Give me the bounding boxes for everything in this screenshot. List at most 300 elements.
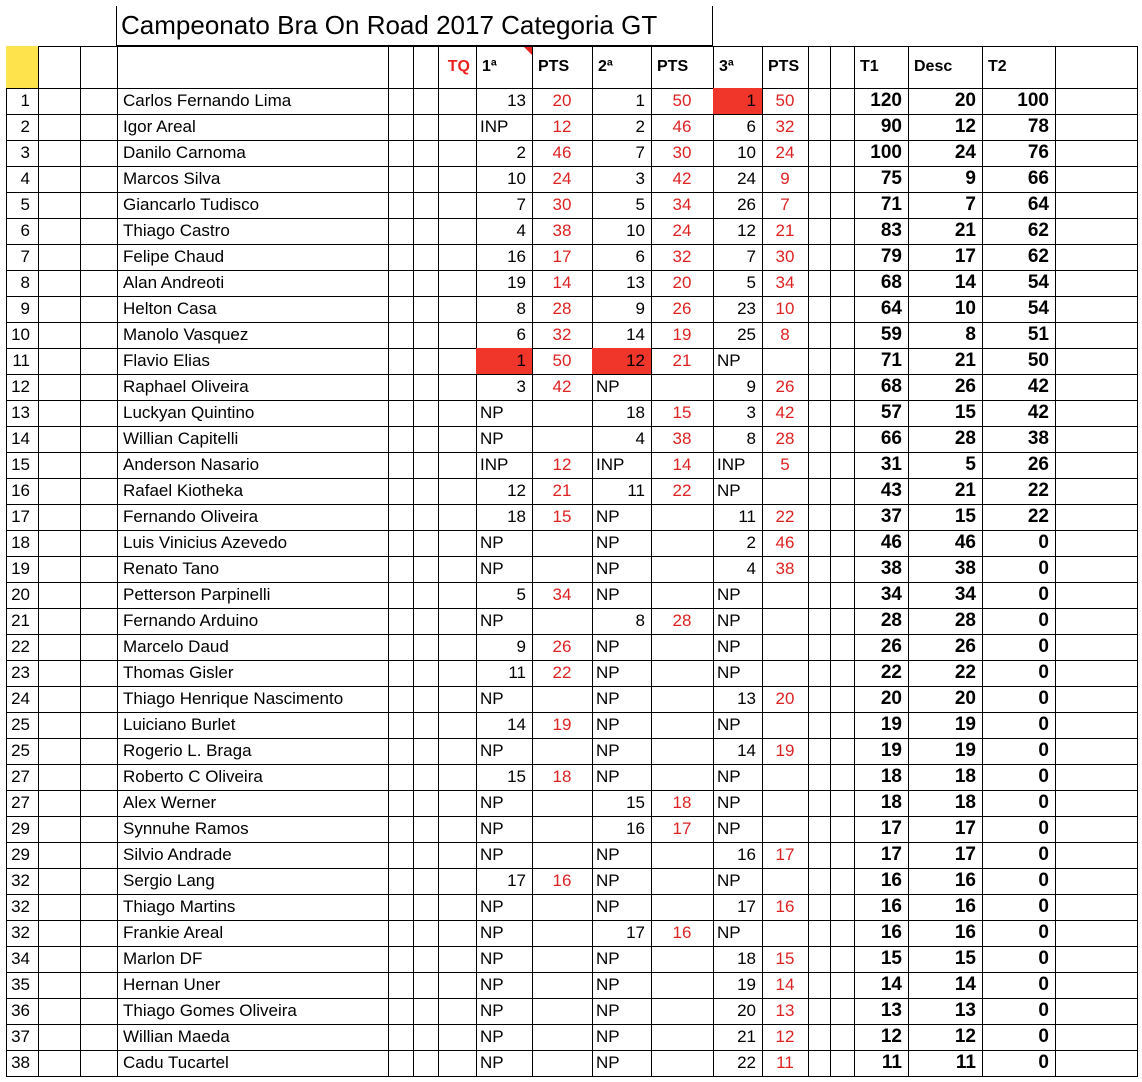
empty-cell [808, 504, 831, 531]
t2-total-cell: 0 [982, 816, 1056, 843]
t2-total-cell: 0 [982, 608, 1056, 635]
race-2-position-cell: 9 [592, 296, 652, 323]
t2-total-cell: 0 [982, 1050, 1056, 1077]
empty-cell [413, 868, 439, 895]
discard-cell: 14 [908, 972, 983, 999]
t1-total-cell: 22 [854, 660, 909, 687]
position-cell: 5 [6, 192, 39, 219]
race-1-position-cell: INP [476, 114, 533, 141]
race-2-points-cell [651, 946, 714, 973]
empty-cell [1055, 582, 1138, 609]
empty-cell [413, 166, 439, 193]
driver-name-cell: Thiago Henrique Nascimento [117, 686, 389, 713]
race-3-points-cell: 46 [762, 530, 809, 557]
race-2-points-cell: 28 [651, 608, 714, 635]
empty-cell [413, 712, 439, 739]
discard-cell: 15 [908, 400, 983, 427]
header-pts-3: PTS [762, 46, 809, 89]
race-2-points-cell [651, 738, 714, 765]
comment-marker-icon[interactable] [524, 47, 532, 55]
race-3-points-cell: 50 [762, 88, 809, 115]
race-2-points-cell: 38 [651, 426, 714, 453]
discard-cell: 13 [908, 998, 983, 1025]
race-1-position-cell: NP [476, 972, 533, 999]
empty-cell [808, 894, 831, 921]
tq-cell [438, 712, 477, 739]
t1-total-cell: 17 [854, 842, 909, 869]
race-3-position-cell: 21 [713, 1024, 763, 1051]
race-1-points-cell: 12 [532, 114, 593, 141]
race-2-position-cell: NP [592, 972, 652, 999]
empty-cell [38, 920, 81, 947]
race-1-position-cell: NP [476, 426, 533, 453]
empty-cell [38, 660, 81, 687]
discard-cell: 38 [908, 556, 983, 583]
empty-cell [388, 322, 414, 349]
empty-cell [38, 556, 81, 583]
position-cell: 15 [6, 452, 39, 479]
position-cell: 36 [6, 998, 39, 1025]
t2-total-cell: 26 [982, 452, 1056, 479]
tq-cell [438, 946, 477, 973]
empty-cell [388, 244, 414, 271]
race-2-points-cell: 19 [651, 322, 714, 349]
race-1-points-cell: 14 [532, 270, 593, 297]
empty-cell [38, 842, 81, 869]
empty-cell [808, 712, 831, 739]
empty-cell [413, 790, 439, 817]
position-cell: 37 [6, 1024, 39, 1051]
race-1-points-cell [532, 426, 593, 453]
tq-cell [438, 114, 477, 141]
tq-cell [438, 140, 477, 167]
race-1-position-cell: 5 [476, 582, 533, 609]
race-1-position-cell: 18 [476, 504, 533, 531]
empty-cell [830, 452, 855, 479]
position-cell: 6 [6, 218, 39, 245]
race-1-points-cell [532, 790, 593, 817]
t1-total-cell: 90 [854, 114, 909, 141]
race-2-points-cell: 14 [651, 452, 714, 479]
empty-cell [80, 166, 118, 193]
race-2-points-cell [651, 634, 714, 661]
race-3-points-cell [762, 868, 809, 895]
race-2-points-cell [651, 1024, 714, 1051]
empty-cell [388, 816, 414, 843]
t2-total-cell: 22 [982, 478, 1056, 505]
empty-cell [830, 764, 855, 791]
header-pts-1: PTS [532, 46, 593, 89]
race-2-points-cell [651, 374, 714, 401]
position-cell: 14 [6, 426, 39, 453]
t2-total-cell: 0 [982, 868, 1056, 895]
empty-cell [80, 1024, 118, 1051]
empty-cell [808, 842, 831, 869]
header-t1: T1 [854, 46, 909, 89]
race-1-position-cell: NP [476, 998, 533, 1025]
driver-name-cell: Thiago Gomes Oliveira [117, 998, 389, 1025]
discard-cell: 17 [908, 244, 983, 271]
race-1-points-cell: 32 [532, 322, 593, 349]
discard-cell: 8 [908, 322, 983, 349]
empty-cell [808, 738, 831, 765]
empty-cell [1055, 348, 1138, 375]
empty-cell [1055, 972, 1138, 999]
header-race-3: 3ª [713, 46, 763, 89]
race-2-position-cell: 4 [592, 426, 652, 453]
t2-total-cell: 0 [982, 894, 1056, 921]
empty-cell [38, 686, 81, 713]
driver-name-cell: Sergio Lang [117, 868, 389, 895]
race-1-points-cell [532, 998, 593, 1025]
empty-cell [830, 530, 855, 557]
empty-cell [1055, 1024, 1138, 1051]
race-1-position-cell: 1 [476, 348, 533, 375]
t2-total-cell: 0 [982, 842, 1056, 869]
empty-cell [38, 530, 81, 557]
empty-cell [808, 920, 831, 947]
t2-total-cell: 22 [982, 504, 1056, 531]
t1-total-cell: 43 [854, 478, 909, 505]
empty-cell [388, 1024, 414, 1051]
driver-name-cell: Marlon DF [117, 946, 389, 973]
race-1-position-cell: NP [476, 556, 533, 583]
empty-cell [38, 452, 81, 479]
race-1-points-cell: 21 [532, 478, 593, 505]
empty-cell [808, 348, 831, 375]
race-3-position-cell: NP [713, 582, 763, 609]
race-3-position-cell: 6 [713, 114, 763, 141]
empty-cell [80, 972, 118, 999]
driver-name-cell: Renato Tano [117, 556, 389, 583]
race-1-position-cell: NP [476, 686, 533, 713]
race-3-position-cell: NP [713, 712, 763, 739]
header-t2: T2 [982, 46, 1056, 89]
empty-cell [808, 296, 831, 323]
race-1-points-cell [532, 1050, 593, 1077]
t1-total-cell: 20 [854, 686, 909, 713]
empty-cell [413, 842, 439, 869]
position-cell: 23 [6, 660, 39, 687]
race-1-points-cell: 19 [532, 712, 593, 739]
race-1-points-cell [532, 738, 593, 765]
race-3-points-cell: 8 [762, 322, 809, 349]
tq-cell [438, 374, 477, 401]
empty-cell [38, 608, 81, 635]
race-1-position-cell: 13 [476, 88, 533, 115]
race-3-position-cell: 8 [713, 426, 763, 453]
race-3-points-cell [762, 634, 809, 661]
position-cell: 1 [6, 88, 39, 115]
empty-cell [830, 556, 855, 583]
empty-cell [388, 556, 414, 583]
empty-cell [808, 582, 831, 609]
empty-cell [808, 556, 831, 583]
t2-total-cell: 50 [982, 348, 1056, 375]
driver-name-cell: Flavio Elias [117, 348, 389, 375]
race-2-points-cell: 50 [651, 88, 714, 115]
t1-total-cell: 19 [854, 712, 909, 739]
empty-cell [808, 166, 831, 193]
race-1-position-cell: 14 [476, 712, 533, 739]
title-row-border [116, 6, 117, 46]
empty-cell [38, 348, 81, 375]
race-1-points-cell: 38 [532, 218, 593, 245]
empty-cell [1055, 686, 1138, 713]
race-1-position-cell: NP [476, 946, 533, 973]
empty-cell [808, 244, 831, 271]
t2-total-cell: 0 [982, 530, 1056, 557]
empty-cell [1055, 1050, 1138, 1077]
race-3-points-cell: 11 [762, 1050, 809, 1077]
t2-total-cell: 66 [982, 166, 1056, 193]
empty-cell [1055, 634, 1138, 661]
race-2-points-cell [651, 868, 714, 895]
tq-cell [438, 972, 477, 999]
empty-cell [80, 322, 118, 349]
discard-cell: 15 [908, 946, 983, 973]
race-2-position-cell: 2 [592, 114, 652, 141]
empty-cell [830, 998, 855, 1025]
empty-cell [830, 270, 855, 297]
race-3-points-cell [762, 660, 809, 687]
discard-cell: 12 [908, 114, 983, 141]
race-3-position-cell: NP [713, 634, 763, 661]
race-3-points-cell: 7 [762, 192, 809, 219]
empty-cell [413, 738, 439, 765]
empty-cell [808, 998, 831, 1025]
empty-cell [80, 374, 118, 401]
empty-cell [413, 764, 439, 791]
empty-cell [388, 686, 414, 713]
t1-total-cell: 31 [854, 452, 909, 479]
empty-cell [38, 296, 81, 323]
empty-cell [808, 946, 831, 973]
empty-cell [808, 88, 831, 115]
empty-cell [38, 374, 81, 401]
tq-cell [438, 660, 477, 687]
empty-cell [830, 426, 855, 453]
empty-cell [413, 816, 439, 843]
empty-cell [413, 244, 439, 271]
discard-cell: 5 [908, 452, 983, 479]
race-2-position-cell: NP [592, 660, 652, 687]
t2-total-cell: 42 [982, 374, 1056, 401]
empty-cell [1055, 868, 1138, 895]
race-2-points-cell: 15 [651, 400, 714, 427]
race-3-position-cell: 12 [713, 218, 763, 245]
empty-cell [388, 790, 414, 817]
race-3-points-cell: 30 [762, 244, 809, 271]
empty-cell [80, 998, 118, 1025]
t1-total-cell: 19 [854, 738, 909, 765]
empty-cell [830, 296, 855, 323]
race-2-points-cell [651, 972, 714, 999]
driver-name-cell: Marcos Silva [117, 166, 389, 193]
empty-cell [388, 842, 414, 869]
discard-cell: 12 [908, 1024, 983, 1051]
race-3-position-cell: 5 [713, 270, 763, 297]
empty-cell [808, 1024, 831, 1051]
empty-cell [38, 998, 81, 1025]
discard-cell: 17 [908, 842, 983, 869]
empty-cell [808, 764, 831, 791]
discard-cell: 15 [908, 504, 983, 531]
empty-cell [38, 712, 81, 739]
empty-cell [38, 426, 81, 453]
empty-cell [38, 868, 81, 895]
t2-total-cell: 42 [982, 400, 1056, 427]
race-1-position-cell: 4 [476, 218, 533, 245]
empty-cell [80, 816, 118, 843]
race-2-points-cell [651, 686, 714, 713]
empty-cell [1055, 738, 1138, 765]
position-cell: 3 [6, 140, 39, 167]
race-3-position-cell: NP [713, 868, 763, 895]
race-2-points-cell [651, 842, 714, 869]
header-blank [38, 46, 81, 89]
empty-cell [388, 140, 414, 167]
race-3-position-cell: 16 [713, 842, 763, 869]
position-cell: 12 [6, 374, 39, 401]
race-3-points-cell: 15 [762, 946, 809, 973]
race-2-position-cell: NP [592, 556, 652, 583]
position-cell: 29 [6, 816, 39, 843]
empty-cell [830, 192, 855, 219]
race-3-points-cell: 12 [762, 1024, 809, 1051]
race-2-points-cell [651, 1050, 714, 1077]
empty-cell [80, 582, 118, 609]
empty-cell [80, 842, 118, 869]
race-2-points-cell [651, 582, 714, 609]
race-2-position-cell: NP [592, 582, 652, 609]
race-1-points-cell [532, 608, 593, 635]
race-2-position-cell: NP [592, 764, 652, 791]
race-3-points-cell: 26 [762, 374, 809, 401]
empty-cell [830, 244, 855, 271]
empty-cell [38, 166, 81, 193]
empty-cell [388, 114, 414, 141]
race-1-position-cell: NP [476, 842, 533, 869]
position-cell: 27 [6, 764, 39, 791]
discard-cell: 11 [908, 1050, 983, 1077]
t2-total-cell: 38 [982, 426, 1056, 453]
race-2-points-cell [651, 504, 714, 531]
race-2-position-cell: 15 [592, 790, 652, 817]
header-blank [830, 46, 855, 89]
empty-cell [413, 1050, 439, 1077]
empty-cell [830, 738, 855, 765]
empty-cell [1055, 88, 1138, 115]
t1-total-cell: 28 [854, 608, 909, 635]
discard-cell: 28 [908, 426, 983, 453]
empty-cell [80, 764, 118, 791]
position-cell: 13 [6, 400, 39, 427]
discard-cell: 21 [908, 478, 983, 505]
race-2-points-cell: 46 [651, 114, 714, 141]
empty-cell [830, 1024, 855, 1051]
race-3-position-cell: NP [713, 608, 763, 635]
driver-name-cell: Luis Vinicius Azevedo [117, 530, 389, 557]
empty-cell [38, 738, 81, 765]
race-1-points-cell [532, 400, 593, 427]
tq-cell [438, 426, 477, 453]
tq-cell [438, 764, 477, 791]
race-3-position-cell: 10 [713, 140, 763, 167]
t2-total-cell: 0 [982, 660, 1056, 687]
race-2-points-cell [651, 712, 714, 739]
discard-cell: 28 [908, 608, 983, 635]
race-2-points-cell: 22 [651, 478, 714, 505]
race-3-points-cell: 34 [762, 270, 809, 297]
empty-cell [38, 192, 81, 219]
tq-cell [438, 530, 477, 557]
empty-cell [1055, 556, 1138, 583]
race-2-position-cell: NP [592, 634, 652, 661]
empty-cell [80, 192, 118, 219]
race-3-points-cell [762, 478, 809, 505]
t1-total-cell: 16 [854, 894, 909, 921]
empty-cell [388, 192, 414, 219]
empty-cell [388, 738, 414, 765]
empty-cell [413, 556, 439, 583]
empty-cell [808, 322, 831, 349]
empty-cell [388, 166, 414, 193]
driver-name-cell: Luckyan Quintino [117, 400, 389, 427]
discard-cell: 10 [908, 296, 983, 323]
empty-cell [38, 790, 81, 817]
race-1-points-cell: 24 [532, 166, 593, 193]
empty-cell [413, 608, 439, 635]
empty-cell [80, 946, 118, 973]
driver-name-cell: Igor Areal [117, 114, 389, 141]
t2-total-cell: 0 [982, 1024, 1056, 1051]
race-2-points-cell: 21 [651, 348, 714, 375]
empty-cell [388, 660, 414, 687]
race-1-points-cell: 50 [532, 348, 593, 375]
empty-cell [808, 270, 831, 297]
race-2-position-cell: NP [592, 738, 652, 765]
empty-cell [830, 218, 855, 245]
t2-total-cell: 0 [982, 946, 1056, 973]
empty-cell [413, 322, 439, 349]
race-3-position-cell: NP [713, 478, 763, 505]
tq-cell [438, 868, 477, 895]
race-3-points-cell: 32 [762, 114, 809, 141]
empty-cell [388, 972, 414, 999]
empty-cell [413, 218, 439, 245]
race-1-points-cell: 30 [532, 192, 593, 219]
race-2-position-cell: 6 [592, 244, 652, 271]
empty-cell [413, 946, 439, 973]
empty-cell [830, 634, 855, 661]
position-cell: 38 [6, 1050, 39, 1077]
empty-cell [388, 426, 414, 453]
race-2-position-cell: 1 [592, 88, 652, 115]
race-1-points-cell: 42 [532, 374, 593, 401]
race-2-points-cell [651, 998, 714, 1025]
empty-cell [38, 1050, 81, 1077]
race-1-position-cell: 17 [476, 868, 533, 895]
driver-name-cell: Petterson Parpinelli [117, 582, 389, 609]
t2-total-cell: 0 [982, 920, 1056, 947]
header-blank [388, 46, 414, 89]
empty-cell [413, 894, 439, 921]
empty-cell [80, 894, 118, 921]
t1-total-cell: 68 [854, 270, 909, 297]
race-3-points-cell: 9 [762, 166, 809, 193]
empty-cell [413, 686, 439, 713]
